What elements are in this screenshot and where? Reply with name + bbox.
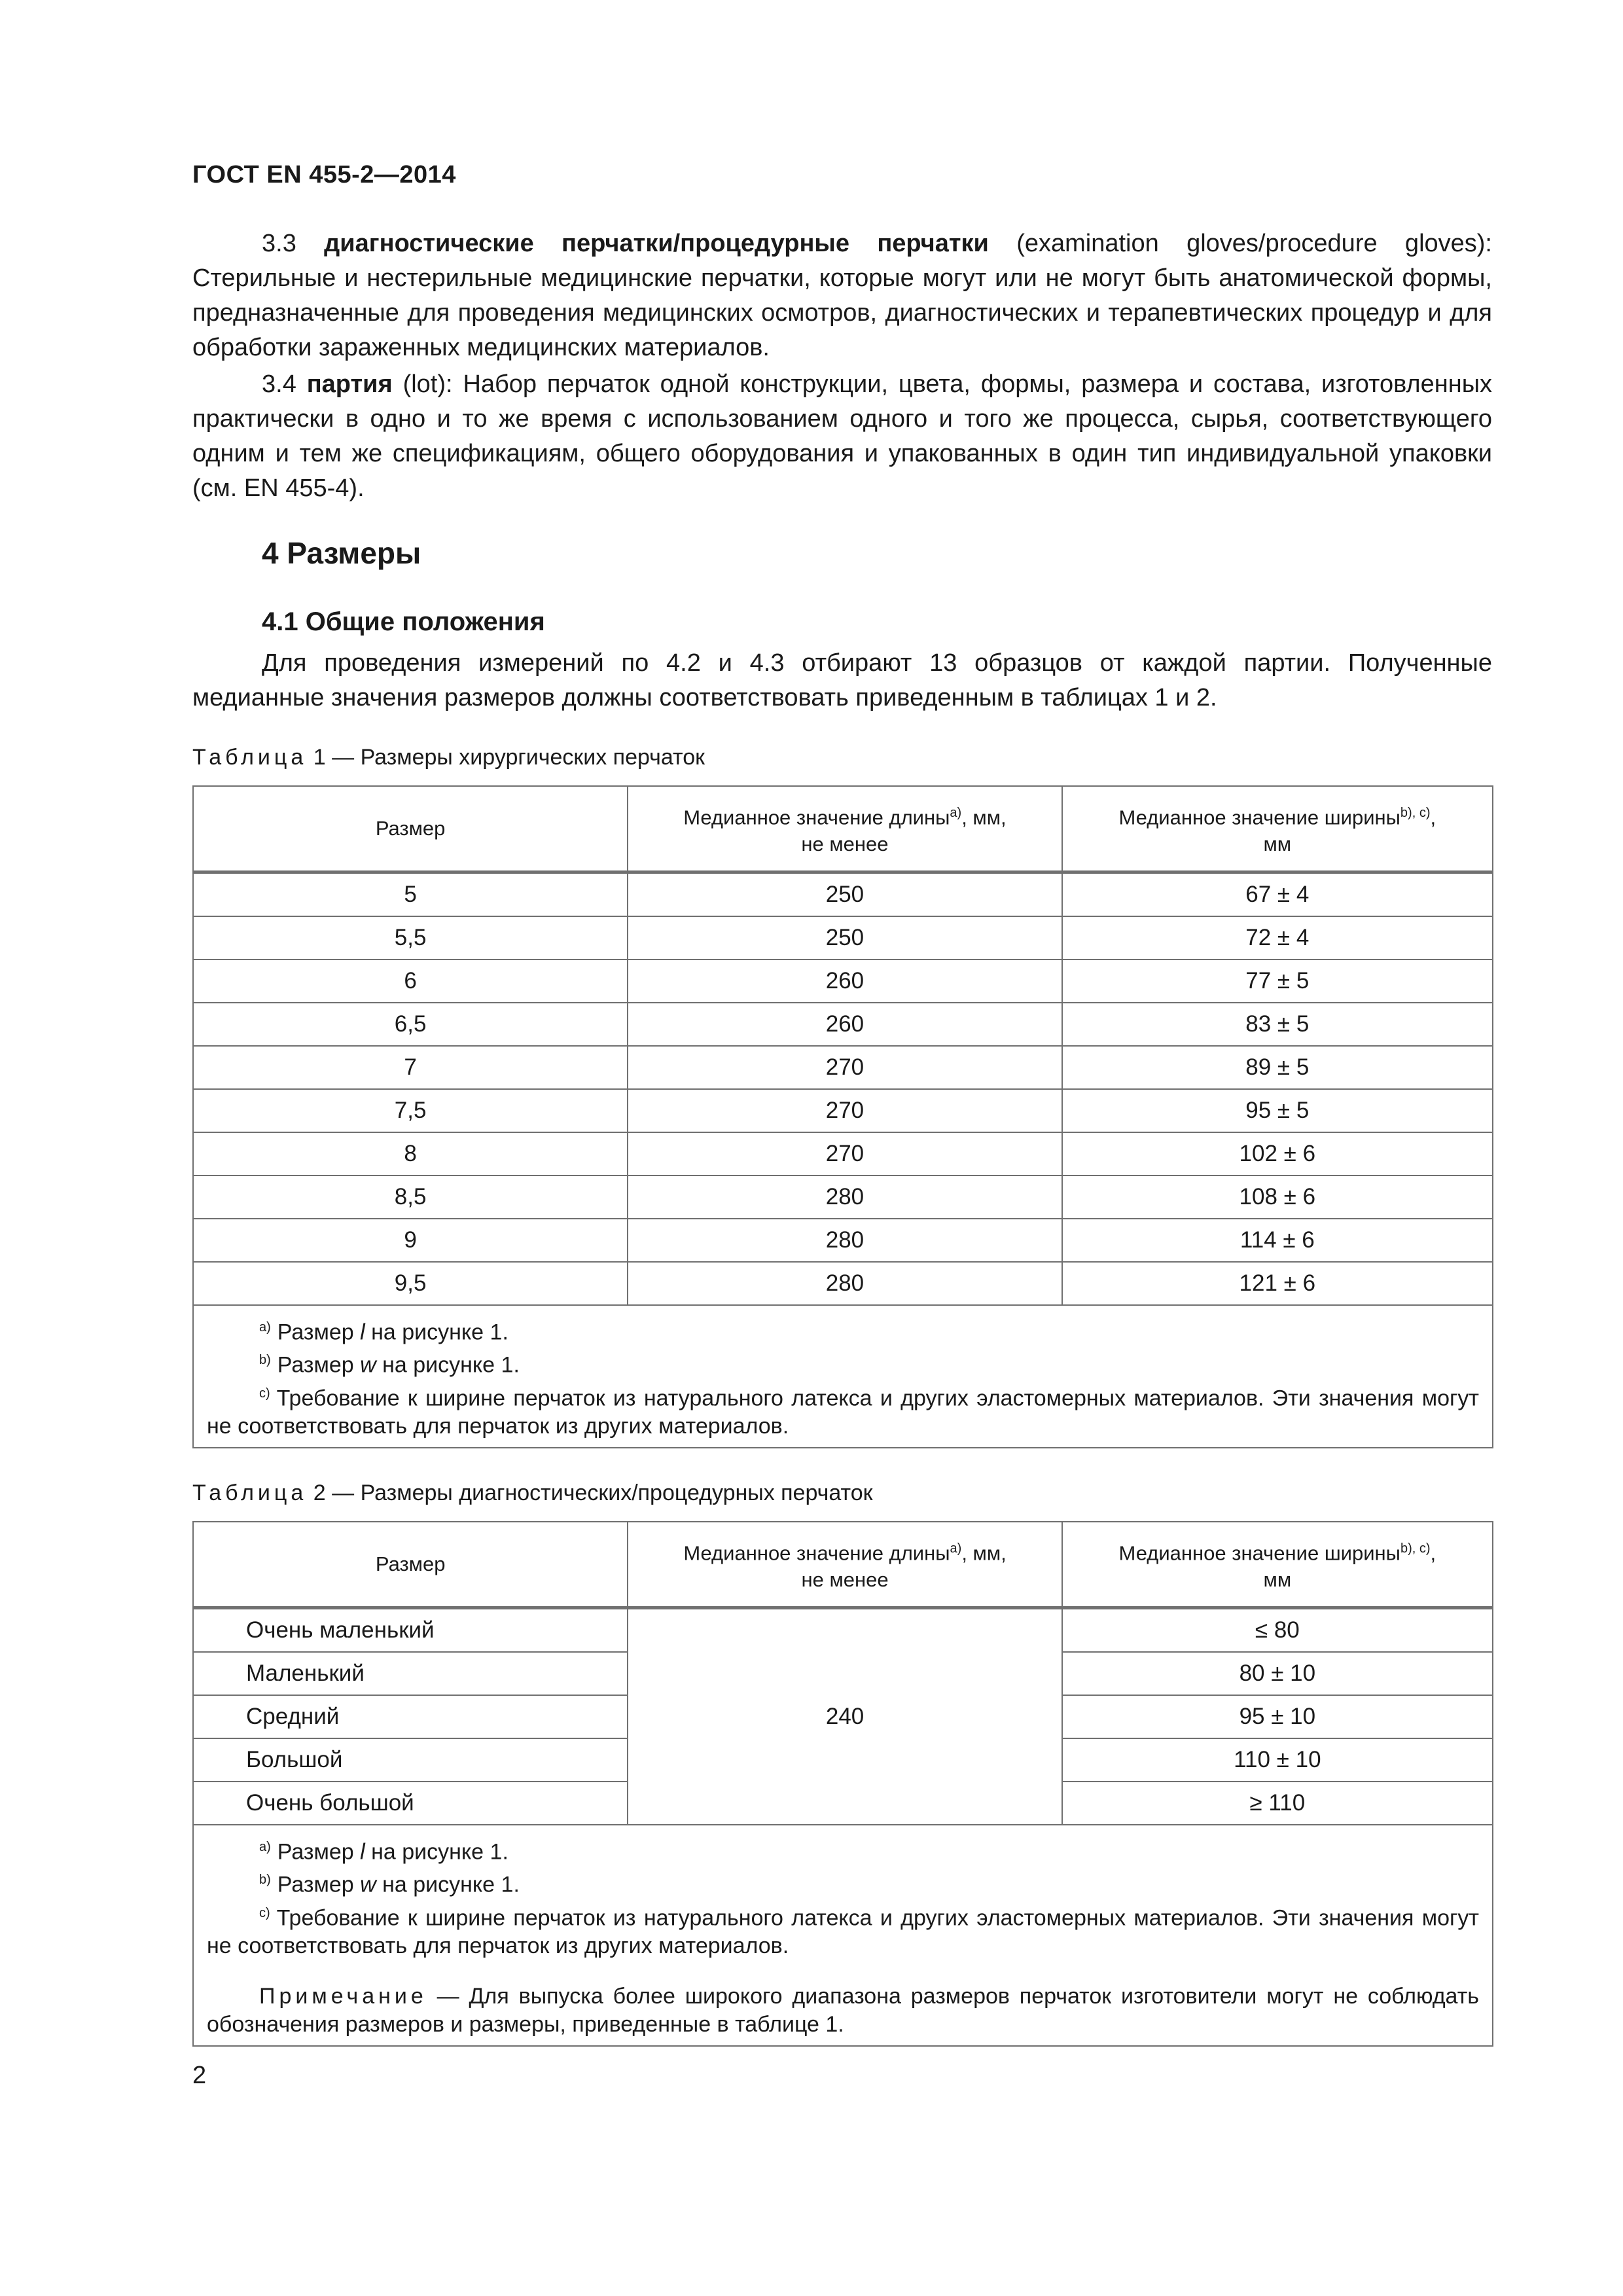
document-header: ГОСТ EN 455-2—2014 [192,161,456,188]
cell-size: 5,5 [193,916,628,960]
table-row [193,1132,1493,1175]
clause-term: партия [306,370,393,398]
header-size: Размер [193,786,628,872]
clause-number: 3.3 [262,230,296,257]
cell-width: 72 ± 4 [1062,916,1493,960]
table-row [193,1219,1493,1262]
cell-width: 114 ± 6 [1062,1219,1493,1262]
cell-size: Средний [193,1695,628,1738]
table-row [193,1003,1493,1046]
cell-size: 9 [193,1219,628,1262]
table-row [193,1046,1493,1089]
cell-size: Большой [193,1738,628,1782]
footnote-a: $^{a)}$ Размер l на рисунке 1. [259,1319,508,1345]
clause-text: (examination gloves/procedure gloves): Стерильные и нестерильные медицинские перчатки, которые могут или не могут быть анатомической формы, предназначенные для проведения медицинских осмотров, диагностических и терапевтических процедур и для обработки зараженных медицинских материалов. [192,230,1492,361]
table-header-row [193,786,1493,872]
cell-width: 95 ± 10 [1062,1695,1493,1738]
cell-width: 121 ± 6 [1062,1262,1493,1305]
note-text: — Для выпуска более широкого диапазона размеров перчаток изготовители могут не соблюдать обозначения размеров и размеры, приведенные в таблице 1. [207,1983,1479,2037]
cell-length: 260 [628,1003,1061,1046]
cell-size: 6,5 [193,1003,628,1046]
cell-size: Маленький [193,1652,628,1695]
cell-size: 7 [193,1046,628,1089]
clause-number: 3.4 [262,370,296,398]
table-header-row [193,1522,1493,1608]
table-footnotes-row [193,1825,1493,2046]
header-size: Размер [193,1522,628,1608]
table-footnotes-row [193,1305,1493,1448]
subsection-title: 4.1 Общие положения [262,607,545,636]
subsection-text: Для проведения измерений по 4.2 и 4.3 отбирают 13 образцов от каждой партии. Полученные медианные значения размеров должны соответствовать приведенным в таблицах 1 и 2. [192,649,1492,711]
cell-length: 250 [628,872,1061,917]
cell-width: 80 ± 10 [1062,1652,1493,1695]
cell-length: 280 [628,1219,1061,1262]
note-label: Примечание [259,1983,427,2009]
footnote-a: $^{a)}$ Размер l на рисунке 1. [259,1839,508,1865]
header-length: Медианное значение длины$^{a)}$, мм, не менее [628,1522,1061,1608]
header-width: Медианное значение ширины$^{b), c)}$, мм [1062,1522,1493,1608]
cell-width: 89 ± 5 [1062,1046,1493,1089]
cell-width: 77 ± 5 [1062,960,1493,1003]
table-footnotes [193,1825,1493,2046]
table-row [193,1608,1493,1653]
cell-length: 260 [628,960,1061,1003]
cell-length: 270 [628,1046,1061,1089]
cell-size: 8 [193,1132,628,1175]
table-row [193,872,1493,917]
definitions-block [192,226,1492,506]
header-width: Медианное значение ширины$^{b), c)}$, мм [1062,786,1493,872]
footnote-b: $^{b)}$ Размер w на рисунке 1. [259,1352,520,1378]
cell-length: 280 [628,1262,1061,1305]
cell-size: Очень большой [193,1782,628,1825]
clause-3-3 [192,226,1492,365]
cell-width: ≤ 80 [1062,1608,1493,1653]
cell-size: Очень маленький [193,1608,628,1653]
table-caption-text: 2 — Размеры диагностических/процедурных перчаток [313,1480,873,1505]
cell-size: 9,5 [193,1262,628,1305]
table-note [207,1982,1479,2039]
header-length: Медианное значение длины$^{a)}$, мм, не менее [628,786,1061,872]
table-row [193,1089,1493,1132]
clause-3-4 [192,367,1492,506]
cell-width: 108 ± 6 [1062,1175,1493,1219]
footnote-c: $^{c)}$ Требование к ширине перчаток из натурального латекса и других эластомерных материалов. Эти значения могут не соответствовать для перчаток из других материалов. [207,1905,1479,1958]
cell-width: 67 ± 4 [1062,872,1493,917]
table-row [193,916,1493,960]
table-caption-label: Таблица [192,745,308,770]
page-number: 2 [192,2062,207,2089]
cell-size: 6 [193,960,628,1003]
clause-term: диагностические перчатки/процедурные перчатки [324,230,989,257]
cell-width: 83 ± 5 [1062,1003,1493,1046]
footnote-c: $^{c)}$ Требование к ширине перчаток из натурального латекса и других эластомерных материалов. Эти значения могут не соответствовать для перчаток из других материалов. [207,1385,1479,1439]
table-caption-text: 1 — Размеры хирургических перчаток [313,745,705,770]
table-row [193,1175,1493,1219]
cell-size: 7,5 [193,1089,628,1132]
section-title: 4 Размеры [262,536,421,570]
footnote-b: $^{b)}$ Размер w на рисунке 1. [259,1872,520,1897]
table-2 [192,1521,1493,2047]
cell-width: 95 ± 5 [1062,1089,1493,1132]
table-2-caption [192,1480,872,1506]
cell-width: 110 ± 10 [1062,1738,1493,1782]
cell-width: 102 ± 6 [1062,1132,1493,1175]
cell-length: 250 [628,916,1061,960]
table-row [193,1262,1493,1305]
cell-length: 270 [628,1089,1061,1132]
table-footnotes [193,1305,1493,1448]
clause-text: (lot): Набор перчаток одной конструкции, цвета, формы, размера и состава, изготовленных практически в одно и то же время с использованием одного и того же процесса, сырья, соответствующего одним и тем же спецификациям, общего оборудования и упакованных в один тип индивидуальной упаковки (см. EN 455-4). [192,370,1493,502]
cell-size: 5 [193,872,628,917]
table-1-caption [192,745,705,770]
cell-length: 280 [628,1175,1061,1219]
subsection-text-block [192,646,1492,715]
table-caption-label: Таблица [192,1480,308,1505]
table-1 [192,785,1493,1448]
cell-width: ≥ 110 [1062,1782,1493,1825]
cell-length: 240 [628,1608,1061,1825]
cell-length: 270 [628,1132,1061,1175]
table-row [193,960,1493,1003]
cell-size: 8,5 [193,1175,628,1219]
